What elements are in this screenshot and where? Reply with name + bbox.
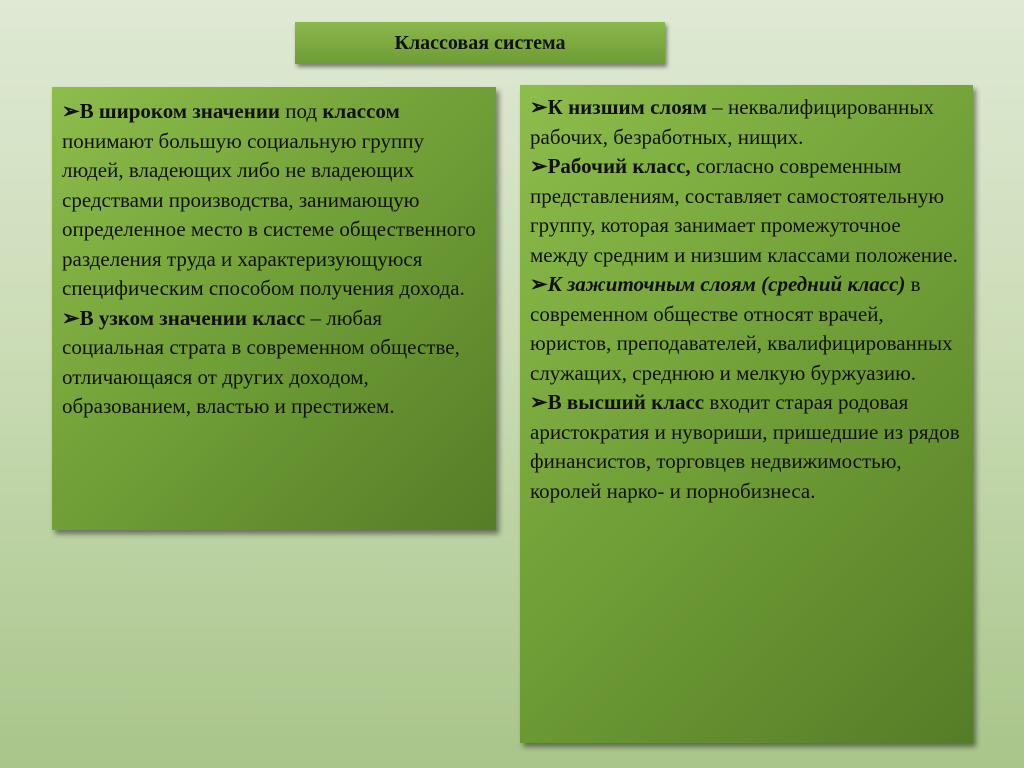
narrow-meaning-definition: – любая социальная страта в современном обществе, отличающаяся от других доходом, образованием, властью и престижем. xyxy=(62,305,460,418)
arrow-bullet-icon: ➢ xyxy=(62,99,80,123)
left-paragraph-narrow-meaning xyxy=(62,304,482,422)
arrow-bullet-icon: ➢ xyxy=(530,390,548,414)
right-paragraph-working-class xyxy=(530,152,961,270)
broad-meaning-definition: понимают большую социальную группу людей, владеющих либо не владеющих средствами производства, занимающую определенное место в системе общественного разделения труда и характеризующуюся специфическим способом получения дохода. xyxy=(62,128,476,300)
term-class: классом xyxy=(322,99,400,123)
lower-strata-text: – неквалифицированных рабочих, безработных, нищих. xyxy=(530,95,934,149)
slide-title xyxy=(295,22,665,64)
right-text-panel xyxy=(520,85,973,743)
arrow-bullet-icon: ➢ xyxy=(530,272,548,296)
middle-class-text: в современном обществе относят врачей, юристов, преподавателей, квалифицированных служащих, среднюю и мелкую буржуазию. xyxy=(530,272,953,385)
right-paragraph-upper-class xyxy=(530,388,961,506)
term-working-class: Рабочий класс, xyxy=(547,154,691,178)
term-broad-meaning: В широком значении xyxy=(79,99,281,123)
slide-title-text: Классовая система xyxy=(394,31,566,54)
text-under: под xyxy=(280,99,323,123)
right-paragraph-middle-class xyxy=(530,270,961,388)
arrow-bullet-icon: ➢ xyxy=(530,95,548,119)
term-middle-class: К зажиточным слоям (средний класс) xyxy=(547,272,906,296)
term-narrow-meaning: В узком значении класс xyxy=(79,305,306,330)
term-upper-class: В высший класс xyxy=(547,390,705,414)
term-lower-strata: К низшим слоям xyxy=(547,95,707,119)
arrow-bullet-icon: ➢ xyxy=(62,305,80,330)
arrow-bullet-icon: ➢ xyxy=(530,154,548,178)
right-paragraph-lower-strata xyxy=(530,93,961,152)
upper-class-text: входит старая родовая аристократия и нувориши, пришедшие из рядов финансистов, торговцев недвижимостью, королей нарко- и порнобизнеса. xyxy=(530,390,960,503)
left-paragraph-broad-meaning xyxy=(62,97,482,304)
left-text-panel xyxy=(52,87,496,530)
working-class-text: согласно современным представлениям, составляет самостоятельную группу, которая занимает промежуточное между средним и низшим классами положение. xyxy=(530,154,958,267)
